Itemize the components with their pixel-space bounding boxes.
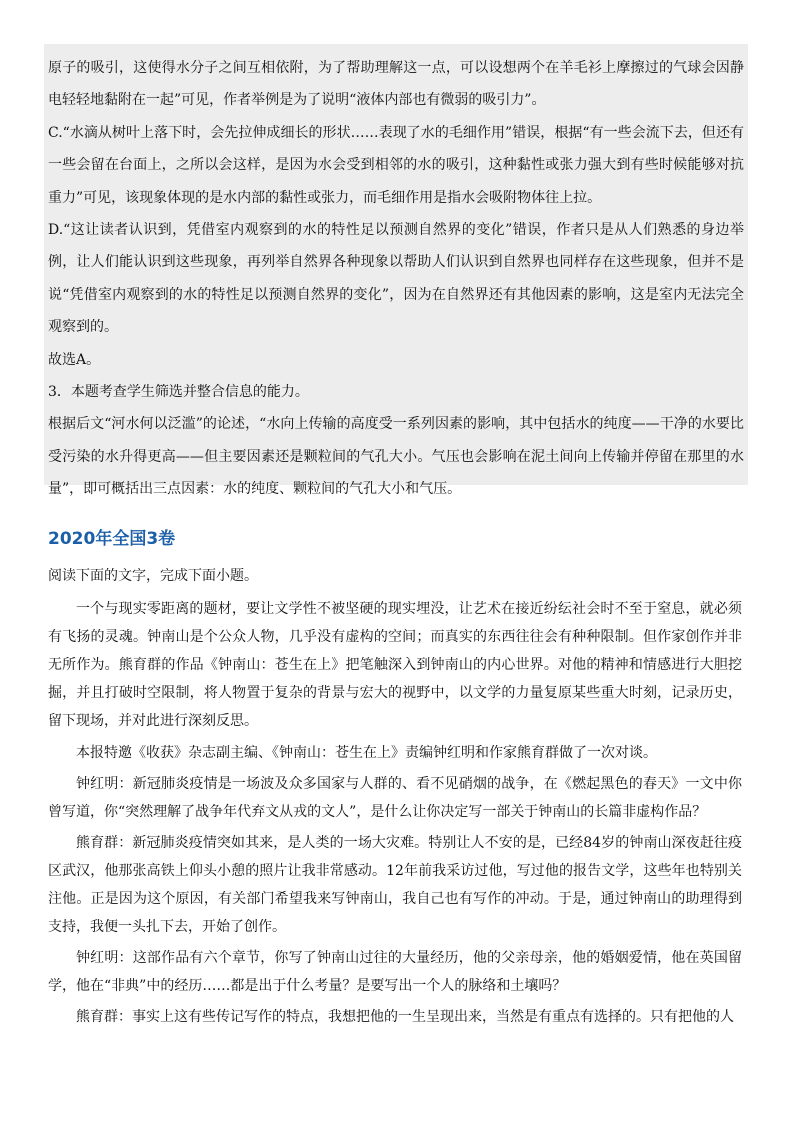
question-3-title: 3．本题考查学生筛选并整合信息的能力。	[48, 384, 309, 401]
section-heading: 2020年全国3卷	[48, 529, 176, 549]
passage-paragraph: 钟红明：这部作品有六个章节，你写了钟南山过往的大量经历，他的父亲母亲，他的婚姻爱情，他在英国留学，他在“非典”中的经历……都是出于什么考量？是要写出一个人的脉络和土壤吗？	[48, 950, 742, 995]
passage-paragraph: 熊育群：新冠肺炎疫情突如其来，是人类的一场大灾难。特别让人不安的是，已经84岁的钟南山深夜赶往疫区武汉，他那张高铁上仰头小憩的照片让我非常感动。12年前我采访过他，写过他的报告文学，这些年也特别关注他。正是因为这个原因，有关部门希望我来写钟南山，我自己也有写作的冲动。于是，通过钟南山的助理得到支持，我便一头扎下去，开始了创作。	[48, 834, 742, 936]
passage-paragraph: 钟红明：新冠肺炎疫情是一场波及众多国家与人群的、看不见硝烟的战争，在《燃起黑色的春天》一文中你曾写道，你“突然理解了战争年代弃文从戎的文人”，是什么让你决定写一部关于钟南山的长篇非虚构作品？	[48, 775, 742, 820]
answer-explanation-box	[44, 44, 748, 498]
answer-line-d: D.“这让读者认识到，凭借室内观察到的水的特性足以预测自然界的变化”错误，作者只是从人们熟悉的身边举例，让人们能认识到这些现象，再列举自然界各种现象以帮助人们认识到自然界也同样存在这些现象，但并不是说“凭借室内观察到的水的特性足以预测自然界的变化”，因为在自然界还有其他因素的影响，这是室内无法完全观察到的。	[48, 222, 744, 336]
passage-paragraph: 一个与现实零距离的题材，要让文学性不被坚硬的现实埋没，让艺术在接近纷纭社会时不至于窒息，就必须有飞扬的灵魂。钟南山是个公众人物，几乎没有虚构的空间；而真实的东西往往会有种种限制。但作家创作并非无所作为。熊育群的作品《钟南山：苍生在上》把笔触深入到钟南山的内心世界。对他的精神和情感进行大胆挖掘，并且打破时空限制，将人物置于复杂的背景与宏大的视野中，以文学的力量复原某些重大时刻，记录历史，留下现场，并对此进行深刻反思。	[48, 601, 742, 730]
passage-paragraph: 本报特邀《收获》杂志副主编、《钟南山：苍生在上》责编钟红明和作家熊育群做了一次对谈。	[76, 744, 657, 761]
answer-line-c: C.“水滴从树叶上落下时，会先拉伸成细长的形状……表现了水的毛细作用”错误，根据“有一些会流下去，但还有一些会留在台面上，之所以会这样，是因为水会受到相邻的水的吸引，这种黏性或张力强大到有些时候能够对抗重力”可见，该现象体现的是水内部的黏性或张力，而毛细作用是指水会吸附物体往上拉。	[48, 124, 744, 206]
reading-passage	[48, 562, 742, 1032]
answer-choice: 故选A。	[48, 351, 101, 368]
answer-line-b: 原子的吸引，这使得水分子之间互相依附，为了帮助理解这一点，可以设想两个在羊毛衫上摩擦过的气球会因静电轻轻地黏附在一起”可见，作者举例是为了说明“液体内部也有微弱的吸引力”。	[48, 60, 744, 109]
instruction-text: 阅读下面的文字，完成下面小题。	[48, 568, 258, 584]
passage-paragraph: 熊育群：事实上这有些传记写作的特点，我想把他的一生呈现出来，当然是有重点有选择的。只有把他的人	[76, 1009, 734, 1026]
question-3-analysis: 根据后文“河水何以泛滥”的论述，“水向上传输的高度受一系列因素的影响，其中包括水的纯度——干净的水要比受污染的水升得更高——但主要因素还是颗粒间的气孔大小。气压也会影响在泥土间向上传输并停留在那里的水量”，即可概括出三点因素：水的纯度、颗粒间的气孔大小和气压。	[48, 416, 744, 498]
